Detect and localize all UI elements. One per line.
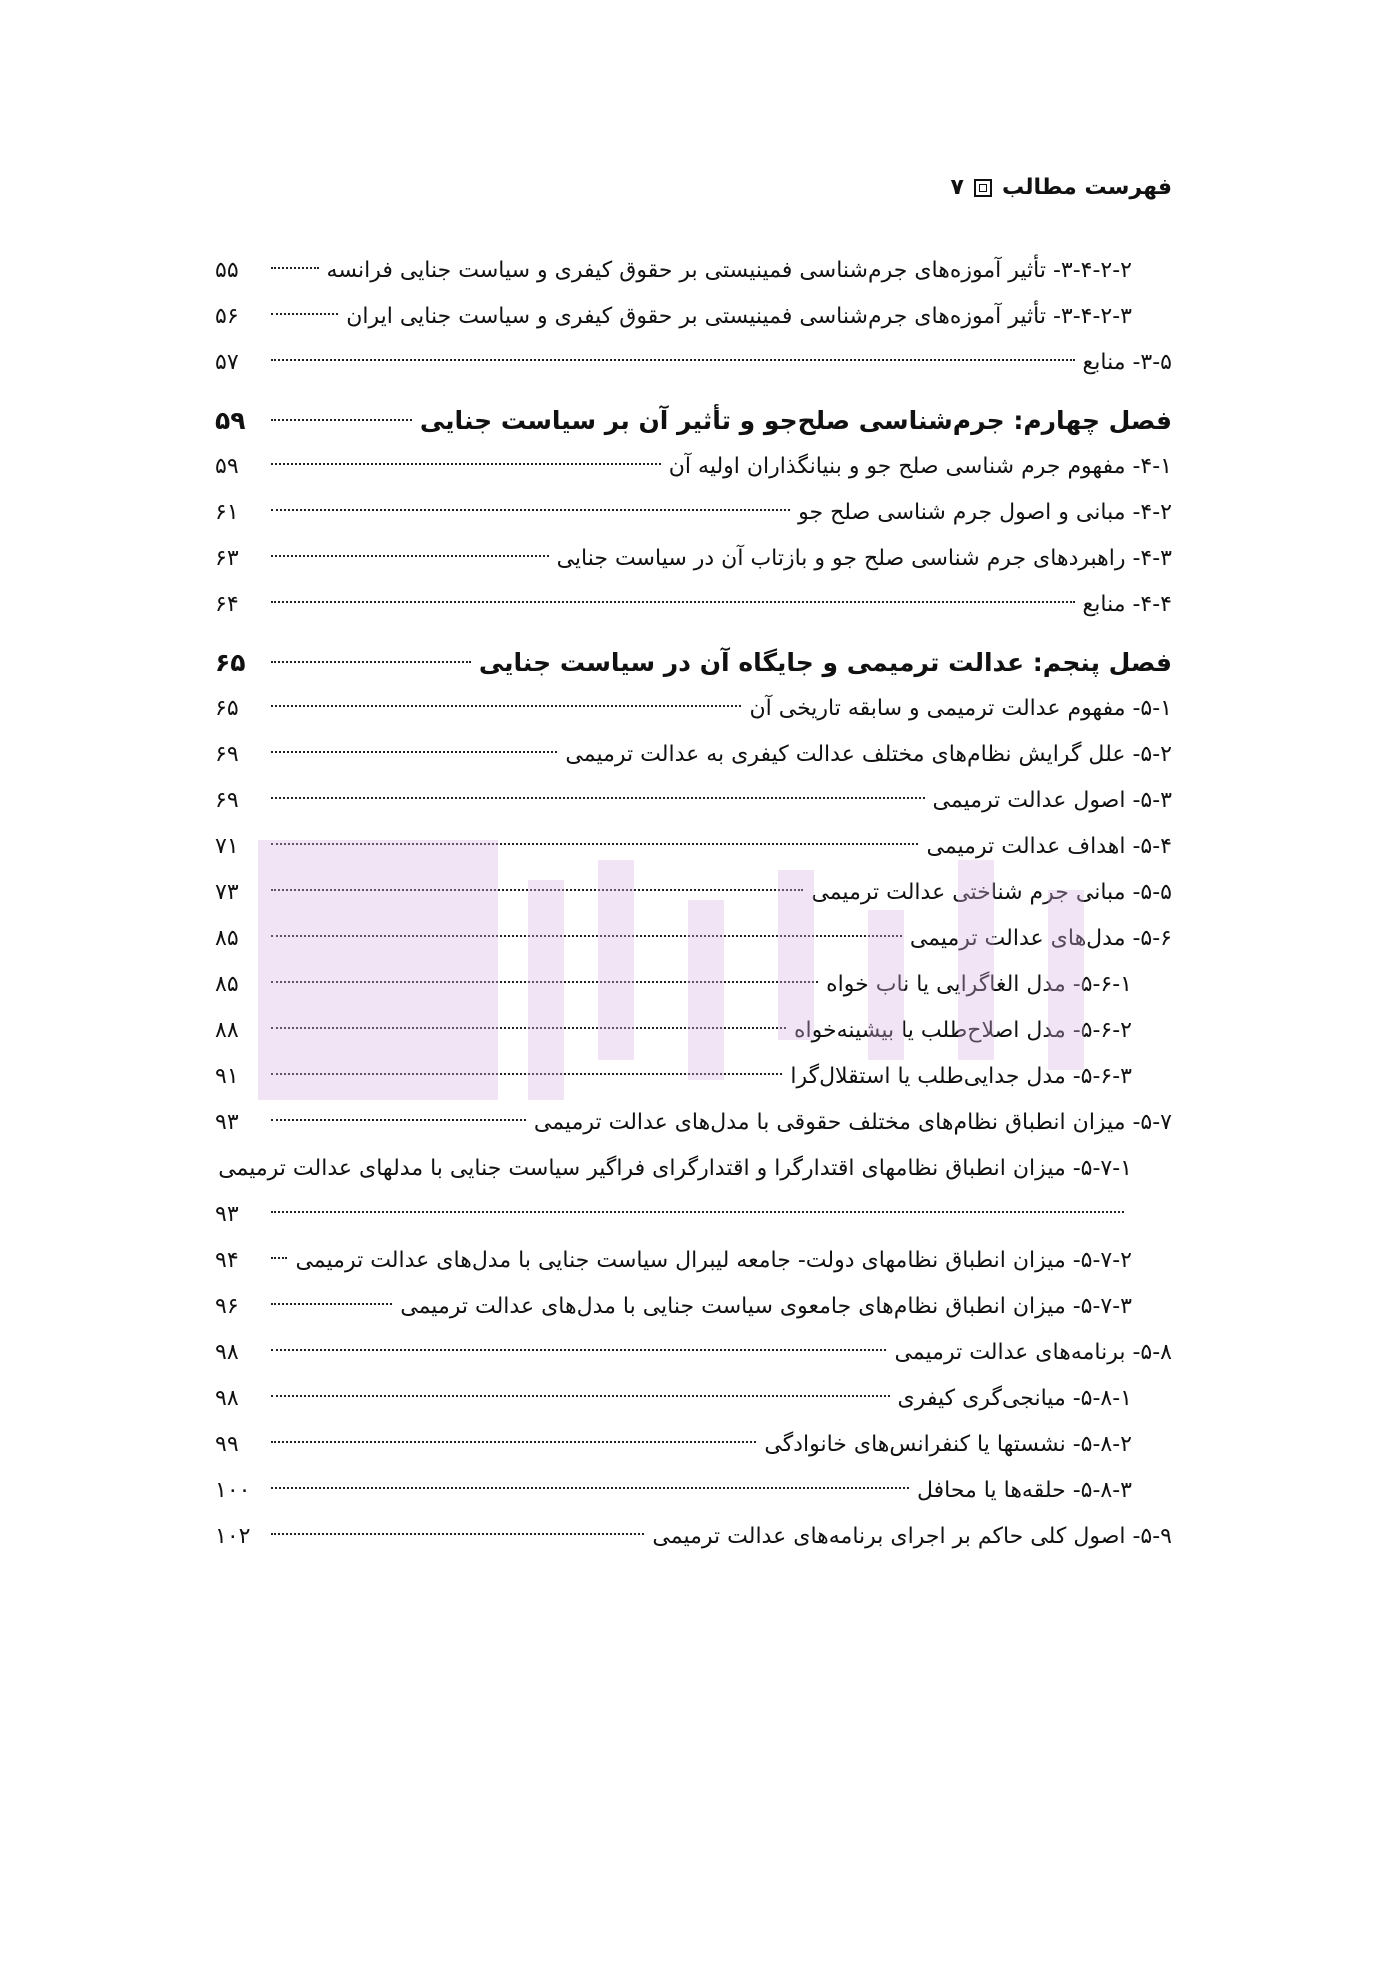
- toc-entry-title: ۵-۲- علل گرایش نظام‌های مختلف عدالت کیفری به عدالت ترمیمی: [565, 742, 1172, 767]
- dot-leader: [271, 1119, 526, 1121]
- toc-page-number: ۶۵: [215, 648, 246, 677]
- toc-entry-row[interactable]: [215, 1054, 1172, 1100]
- toc-entry-title: ۵-۷- میزان انطباق نظام‌های مختلف حقوقی با مدل‌های عدالت ترمیمی: [533, 1110, 1172, 1135]
- toc-entry-row[interactable]: [215, 294, 1172, 340]
- dot-leader: [271, 1303, 392, 1305]
- toc-entry-title: ۴-۲- مبانی و اصول جرم شناسی صلح جو: [798, 500, 1172, 525]
- toc-page-number: ۸۵: [215, 972, 239, 997]
- toc-page-number: ۹۱: [215, 1064, 239, 1089]
- toc-entry-row[interactable]: [215, 916, 1172, 962]
- dot-leader: [271, 1211, 1124, 1213]
- toc-entry-title: ۳-۴-۲-۲- تأثیر آموزه‌های جرم‌شناسی فمینیستی بر حقوق کیفری و سیاست جنایی فرانسه: [326, 258, 1132, 283]
- toc-entry-row[interactable]: [215, 1514, 1172, 1560]
- toc-page-number: ۵۹: [215, 454, 239, 479]
- toc-entry-title: ۵-۸-۳- حلقه‌ها یا محافل: [916, 1478, 1132, 1503]
- dot-leader: [271, 661, 471, 663]
- dot-leader: [271, 419, 412, 421]
- dot-leader: [271, 463, 661, 465]
- toc-page-number: ۱۰۲: [215, 1524, 251, 1549]
- dot-leader: [271, 267, 319, 269]
- toc-entry-title: ۵-۴- اهداف عدالت ترمیمی: [926, 834, 1172, 859]
- dot-leader: [271, 1349, 886, 1351]
- dot-leader: [271, 705, 741, 707]
- toc-entry-title: ۵-۹- اصول کلی حاکم بر اجرای برنامه‌های عدالت ترمیمی: [652, 1524, 1172, 1549]
- toc-entry-title: ۵-۶-۲- مدل اصلاح‌طلب یا بیشینه‌خواه: [794, 1018, 1132, 1043]
- toc-chapter-row[interactable]: [215, 398, 1172, 444]
- table-of-contents: [215, 248, 1172, 1560]
- toc-entry-row[interactable]: [215, 1284, 1172, 1330]
- toc-entry-title: ۵-۸-۲- نشستها یا کنفرانس‌های خانوادگی: [764, 1432, 1132, 1457]
- toc-page-number: ۶۳: [215, 546, 239, 571]
- page-number: ۷: [950, 175, 964, 200]
- toc-page-number: ۷۳: [215, 880, 239, 905]
- toc-entry-title: ۵-۷-۲- میزان انطباق نظامهای دولت- جامعه لیبرال سیاست جنایی با مدل‌های عدالت ترمیمی: [295, 1248, 1132, 1273]
- dot-leader: [271, 1533, 644, 1535]
- toc-entry-row[interactable]: [215, 1330, 1172, 1376]
- toc-page-number: ۶۵: [215, 696, 239, 721]
- toc-entry-row[interactable]: [215, 1376, 1172, 1422]
- toc-entry-row[interactable]: [215, 1008, 1172, 1054]
- toc-entry-row[interactable]: [215, 778, 1172, 824]
- dot-leader: [271, 509, 790, 511]
- toc-entry-title: ۵-۷-۳- میزان انطباق نظام‌های جامعوی سیاست جنایی با مدل‌های عدالت ترمیمی: [400, 1294, 1132, 1319]
- dot-leader: [271, 751, 557, 753]
- dot-leader: [271, 935, 902, 937]
- toc-entry-title: ۵-۶-۱- مدل الغاگرایی یا ناب خواه: [826, 972, 1132, 997]
- toc-entry-title: ۴-۴- منابع: [1082, 592, 1172, 617]
- toc-entry-row[interactable]: [215, 248, 1172, 294]
- toc-entry-row[interactable]: [215, 536, 1172, 582]
- section-title: فهرست مطالب: [1001, 175, 1172, 200]
- toc-page-number: ۹۸: [215, 1340, 239, 1365]
- dot-leader: [271, 1395, 890, 1397]
- toc-page-number: ۷۱: [215, 834, 239, 859]
- dot-leader: [271, 843, 918, 845]
- dot-leader: [271, 1257, 287, 1259]
- toc-entry-row[interactable]: [215, 1238, 1172, 1284]
- toc-entry-title: ۵-۳- اصول عدالت ترمیمی: [932, 788, 1172, 813]
- toc-page-number: ۱۰۰: [215, 1478, 251, 1503]
- toc-entry-title: ۴-۱- مفهوم جرم شناسی صلح جو و بنیانگذاران اولیه آن: [668, 454, 1172, 479]
- dot-leader: [271, 889, 803, 891]
- toc-page-number: ۶۹: [215, 788, 239, 813]
- toc-page-number: ۵۵: [215, 258, 239, 283]
- toc-page-number: ۵۷: [215, 350, 239, 375]
- dot-leader: [271, 601, 1075, 603]
- toc-entry-row[interactable]: [215, 686, 1172, 732]
- toc-chapter-row[interactable]: [215, 640, 1172, 686]
- toc-entry-title: ۵-۵- مبانی جرم شناختی عدالت ترمیمی: [811, 880, 1172, 905]
- toc-entry-title: ۵-۶- مدل‌های عدالت ترمیمی: [909, 926, 1172, 951]
- toc-page-number: ۹۶: [215, 1294, 239, 1319]
- toc-entry-row[interactable]: [215, 1100, 1172, 1146]
- dot-leader: [271, 1073, 782, 1075]
- toc-page-number: ۹۳: [215, 1110, 239, 1135]
- dot-leader: [271, 313, 338, 315]
- toc-entry-row[interactable]: [215, 732, 1172, 778]
- toc-entry-title: ۳-۴-۲-۳- تأثیر آموزه‌های جرم‌شناسی فمینیستی بر حقوق کیفری و سیاست جنایی ایران: [346, 304, 1132, 329]
- toc-entry-title: ۵-۸-۱- میانجی‌گری کیفری: [897, 1386, 1132, 1411]
- toc-page-number: ۸۸: [215, 1018, 239, 1043]
- toc-entry-title: فصل چهارم: جرم‌شناسی صلح‌جو و تأثیر آن بر سیاست جنایی: [419, 406, 1172, 435]
- toc-entry-row[interactable]: [215, 824, 1172, 870]
- toc-entry-title: ۵-۷-۱- میزان انطباق نظامهای اقتدارگرا و اقتدارگرای فراگیر سیاست جنایی با مدلهای عدالت ترمیمی: [218, 1156, 1132, 1181]
- book-icon: [974, 179, 992, 197]
- toc-entry-row[interactable]: [215, 1422, 1172, 1468]
- toc-entry-row[interactable]: [215, 490, 1172, 536]
- toc-page-number: ۵۹: [215, 406, 246, 435]
- toc-page-number: ۸۵: [215, 926, 239, 951]
- toc-page-number: ۶۹: [215, 742, 239, 767]
- toc-page-number: ۹۹: [215, 1432, 239, 1457]
- dot-leader: [271, 555, 549, 557]
- running-head: [215, 175, 1172, 200]
- dot-leader: [271, 1441, 756, 1443]
- toc-entry-title: ۳-۵- منابع: [1082, 350, 1172, 375]
- toc-entry-row[interactable]: [215, 870, 1172, 916]
- toc-page-number: ۶۱: [215, 500, 239, 525]
- toc-entry-row[interactable]: [215, 444, 1172, 490]
- toc-entry-row[interactable]: [215, 1468, 1172, 1514]
- dot-leader: [271, 797, 925, 799]
- toc-entry-row[interactable]: [215, 962, 1172, 1008]
- toc-page-number: ۹۸: [215, 1386, 239, 1411]
- dot-leader: [271, 1487, 909, 1489]
- toc-entry-row[interactable]: [215, 340, 1172, 386]
- toc-page-number: ۹۳: [215, 1202, 239, 1227]
- toc-entry-title: ۵-۶-۳- مدل جدایی‌طلب یا استقلال‌گرا: [790, 1064, 1132, 1089]
- dot-leader: [271, 981, 818, 983]
- toc-entry-title: فصل پنجم: عدالت ترمیمی و جایگاه آن در سیاست جنایی: [478, 648, 1172, 677]
- toc-page-number: ۶۴: [215, 592, 239, 617]
- toc-entry-title: ۵-۸- برنامه‌های عدالت ترمیمی: [894, 1340, 1172, 1365]
- toc-entry-row[interactable]: [215, 582, 1172, 628]
- toc-entry-title: ۵-۱- مفهوم عدالت ترمیمی و سابقه تاریخی آن: [749, 696, 1172, 721]
- toc-page-number: ۵۶: [215, 304, 239, 329]
- toc-page-number: ۹۴: [215, 1248, 239, 1273]
- toc-entry-row[interactable]: [215, 1146, 1172, 1238]
- dot-leader: [271, 1027, 786, 1029]
- toc-entry-title: ۴-۳- راهبردهای جرم شناسی صلح جو و بازتاب آن در سیاست جنایی: [556, 546, 1172, 571]
- dot-leader: [271, 359, 1075, 361]
